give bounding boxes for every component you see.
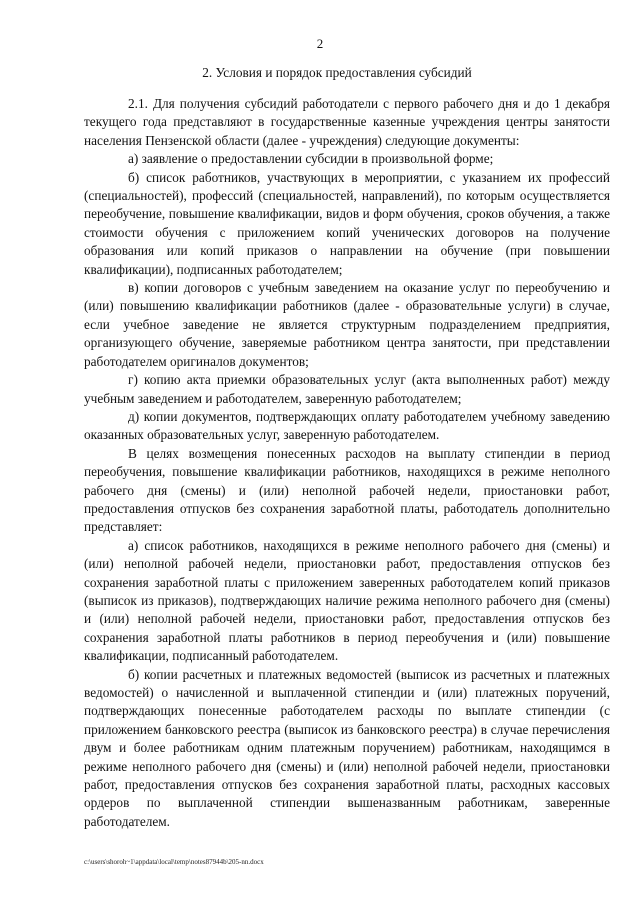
list-item-b-employee-list: б) список работников, участвующих в мероприятии, с указанием их профессий (специальностей), профессий (специальностей, направлений), по которым осуществляется переобучение, повышение квалификации, видов и форм обучения, сроков обучения, а также стоимости обучения с приложением копий ученических договоров на получение образования или копий приказов о направлении на обучение (при повышении квалификации), подписанных работодателем; — [84, 169, 610, 277]
page-number: 2 — [316, 36, 324, 51]
list-item-d-payment-documents: д) копии документов, подтверждающих оплату работодателем учебному заведению оказанных образовательных услуг, заверенную работодателем. — [84, 408, 610, 443]
document-body — [84, 95, 610, 831]
paragraph-2-1: 2.1. Для получения субсидий работодатели с первого рабочего дня и до 1 декабря текущего года представляют в государственные казенные учреждения центры занятости населения Пензенской области (далее - учреждения) следующие документы: — [84, 96, 610, 148]
list-item-a-application: а) заявление о предоставлении субсидии в произвольной форме; — [128, 151, 494, 167]
section-title: 2. Условия и порядок предоставления субсидий — [202, 65, 472, 80]
footer-file-path: c:\users\shoroh~1\appdata\local\temp\notes87944b\205-nn.docx — [84, 858, 264, 866]
list-item-b-payroll-copies: б) копии расчетных и платежных ведомостей (выписок из расчетных и платежных ведомостей) о начисленной и выплаченной стипендии и (или) платежных поручений, подтверждающих понесенные работодателем расходы по выплате стипендии (с приложением банковского реестра (выписок из банковского реестра) в случае перечисления двум и более работникам одним платежным поручением) работникам, находящимся в режиме неполного рабочего дня (смены) и (или) неполной рабочей недели, приостановки работ, предоставления отпусков без сохранения заработной платы, расходных кассовых ордеров по выплаченной стипендии вышеназванным работникам, заверенные работодателем. — [84, 666, 610, 829]
list-item-a-part-time-list: а) список работников, находящихся в режиме неполного рабочего дня (смены) и (или) неполной рабочей недели, приостановки работ, предоставления отпусков без сохранения заработной платы с приложением заверенных работодателем копий приказов (выписок из приказов), подтверждающих наличие режима неполного рабочего дня (смены) и (или) неполной рабочей недели, приостановки работ, предоставления отпусков без сохранения заработной платы работников в период переобучения и (или) повышение квалификации, подписанный работодателем. — [84, 537, 610, 664]
paragraph-stipend-compensation: В целях возмещения понесенных расходов на выплату стипендии в период переобучения, повышение квалификации работников, находящихся в режиме неполного рабочего дня (смены) и (или) неполной рабочей недели, приостановки работ, предоставления отпусков без сохранения заработной платы, работодатель дополнительно представляет: — [84, 445, 610, 535]
list-item-v-contracts: в) копии договоров с учебным заведением на оказание услуг по переобучению и (или) повышению квалификации работников (далее - образовательные услуги) в случае, если учебное заведение не является структурным подразделением предприятия, организующего обучение, заверяемые работником центра занятости, при представлении работодателем оригиналов документов; — [84, 280, 610, 369]
list-item-g-acceptance-act: г) копию акта приемки образовательных услуг (акта выполненных работ) между учебным заведением и работодателем, заверенную работодателем; — [84, 372, 610, 406]
